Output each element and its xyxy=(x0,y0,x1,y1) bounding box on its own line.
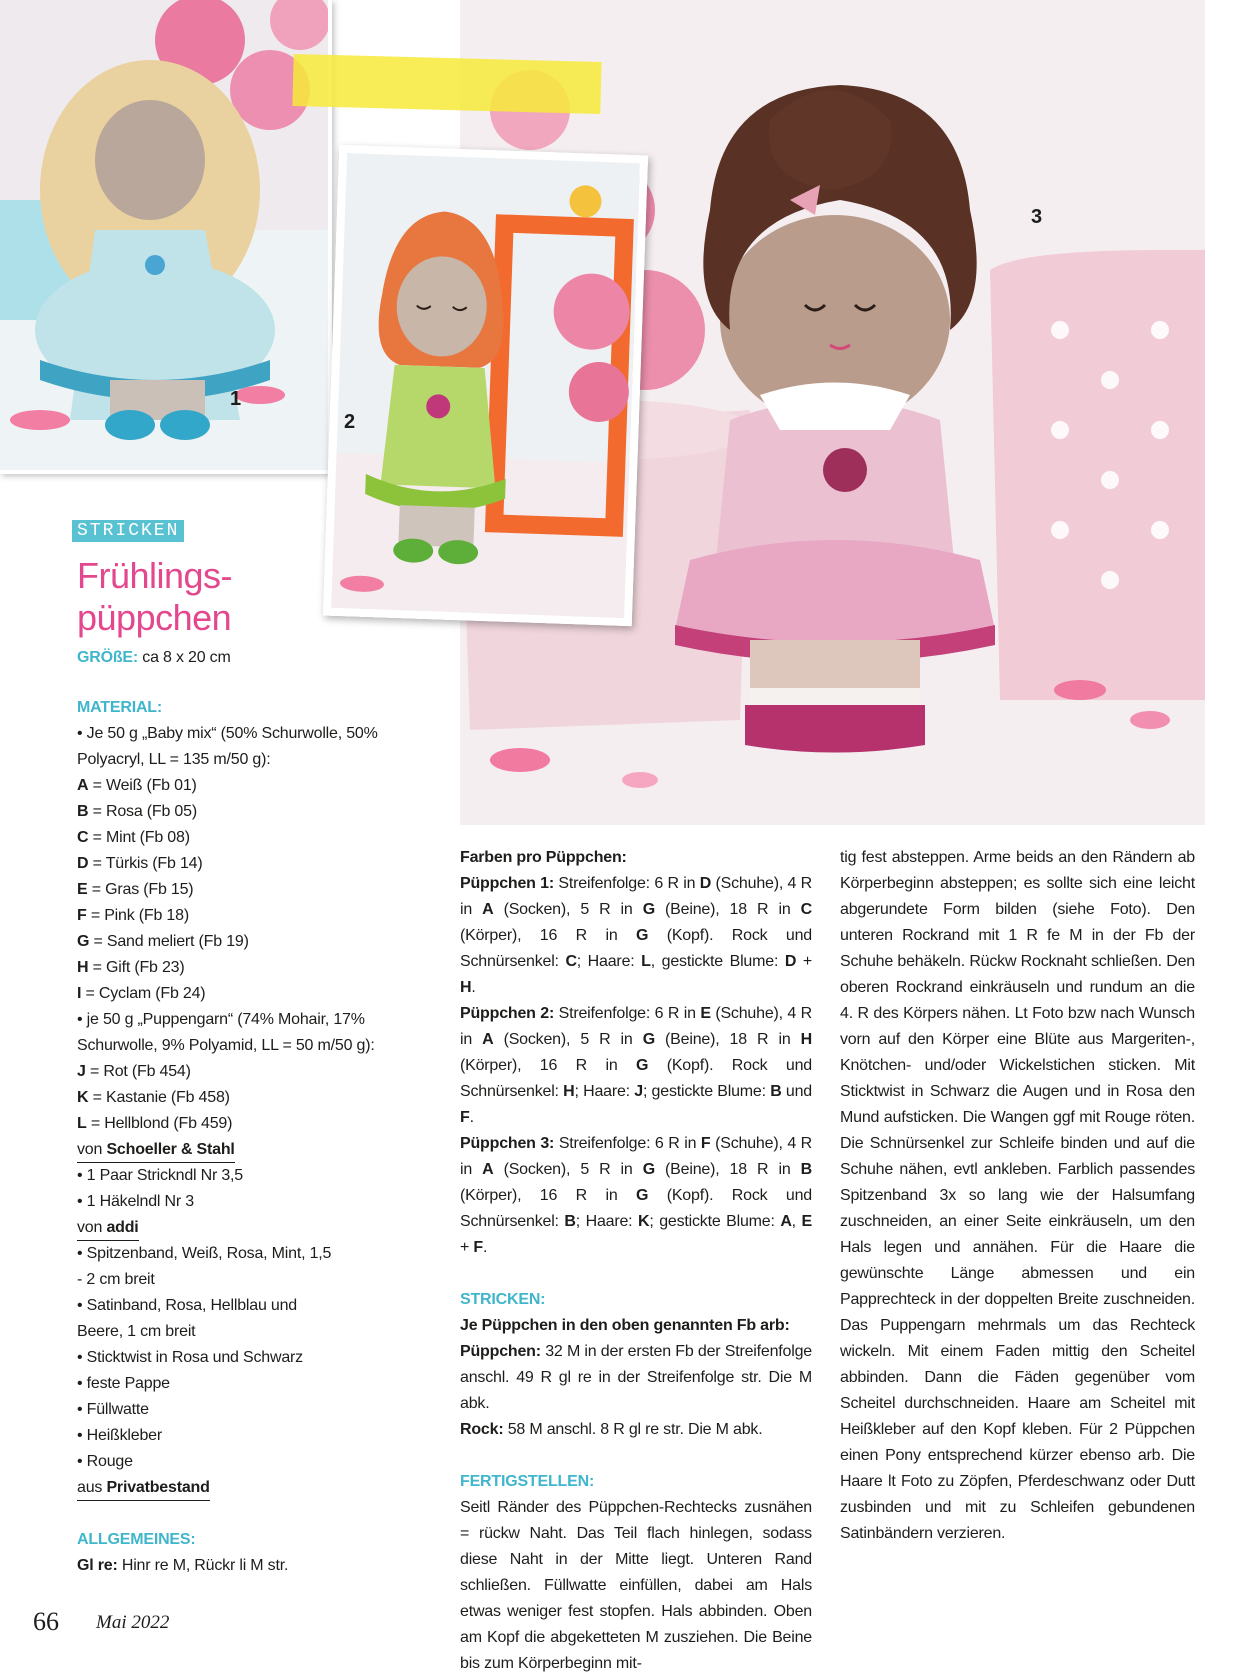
color-code: H xyxy=(800,1031,812,1048)
color-code: F xyxy=(77,907,87,924)
page-number: 66 xyxy=(33,1607,59,1636)
color-code: F xyxy=(700,1135,711,1152)
color-code: A xyxy=(482,1031,494,1048)
instructions-column xyxy=(460,845,812,1677)
color-name: = Weiß (Fb 01) xyxy=(88,777,197,794)
color-text: ; Haare: xyxy=(576,953,642,970)
color-text: (Socken), 5 R in xyxy=(493,901,643,918)
needle-item: • 1 Häkelndl Nr 3 xyxy=(77,1193,194,1210)
photo-3-number: 3 xyxy=(1031,206,1043,228)
finishing-text-a: Seitl Ränder des Püppchen-Rechtecks zusnähen = rückw Naht. Das Teil flach hinlegen, sodass diese Naht in der Mitte liegt. Unteren Rand schließen. Füllwatte einfüllen, dabei am Hals etwas weniger fest stopfen. Hals abbinden. Oben am Kopf die abgeketteten M zusziehen. Die Beine bis zum Körperbeginn mit- xyxy=(460,1499,812,1672)
color-name: = Cyclam (Fb 24) xyxy=(81,985,206,1002)
color-item xyxy=(77,1111,427,1137)
color-code: G xyxy=(642,901,655,918)
color-code: K xyxy=(638,1213,650,1230)
color-code: B xyxy=(564,1213,576,1230)
color-item xyxy=(77,773,427,799)
color-item xyxy=(77,825,427,851)
color-code: A xyxy=(482,1161,494,1178)
color-name: = Gift (Fb 23) xyxy=(88,959,185,976)
page-title xyxy=(77,555,232,639)
yarn-2: • je 50 g „Puppengarn“ (74% Mohair, 17% Schurwolle, 9% Polyamid, LL = 50 m/50 g): xyxy=(77,1011,375,1054)
color-code: F xyxy=(473,1239,483,1256)
color-code: C xyxy=(800,901,812,918)
color-text: (Socken), 5 R in xyxy=(493,1031,643,1048)
color-name: = Hellblond (Fb 459) xyxy=(86,1115,233,1132)
knitting-doll-label: Püppchen: xyxy=(460,1343,541,1360)
general-text xyxy=(77,1553,427,1579)
photo-doll-1-illustration xyxy=(0,0,328,470)
color-code: J xyxy=(634,1083,643,1100)
supplier-2-prefix: von xyxy=(77,1219,107,1236)
color-text: , gestickte Blume: xyxy=(650,953,785,970)
photo-doll-2 xyxy=(323,145,648,626)
needle-item: • 1 Paar Strickndl Nr 3,5 xyxy=(77,1167,244,1184)
supplier-1-brand: Schoeller & Stahl xyxy=(106,1141,235,1158)
color-text: (Körper), 16 R in xyxy=(460,1057,636,1074)
color-text: (Kopf). Rock und Schnürsenkel: xyxy=(460,927,812,970)
color-text: . xyxy=(482,1239,488,1256)
photo-doll-1 xyxy=(0,0,332,474)
supplier-3-brand: Privatbestand xyxy=(106,1479,210,1496)
color-code: J xyxy=(77,1063,86,1080)
color-text: + xyxy=(796,953,813,970)
color-name: = Gras (Fb 15) xyxy=(87,881,194,898)
supplier-3-prefix: aus xyxy=(77,1479,107,1496)
color-item xyxy=(77,1085,427,1111)
finishing-text-b: tig fest absteppen. Arme beids an den Rändern ab Körperbeginn absteppen; es sollte sich eine leicht abgerundete Form bilden (siehe Foto). Den unteren Rockrand mit 1 R fe M in der Fb der Schuhe behäkeln. Rückw Rocknaht schließen. Den oberen Rockrand einkräuseln und rundum an die 4. R des Körpers nähen. Lt Foto bzw nach Wunsch vorn auf den Körper eine Blüte aus Margeriten-, Knötchen- und/oder Wickelstichen sticken. Mit Sticktwist in Schwarz die Augen und in Rosa den Mund aufsticken. Die Wangen ggf mit Rouge röten. Die Schnürsenkel zur Schleife binden und auf die Schuhe nähen, evtl ankleben. Farblich passendes Spitzenband 3x so lang wie der Halsumfang zuschneiden, an einer Seite einkräuseln, um den Hals legen und annähen. Für die Haare die gewünschte Länge abmessen und ein Papprechteck in der doppelten Breite zuschneiden. Das Puppengarn mehrmals um das Rechteck wickeln. Mit einem Faden mittig den Scheitel abbinden. Dann die Fäden gegenüber vom Scheitel durchschneiden. Haare am Scheitel mit Heißkleber auf den Kopf kleben. Für 2 Püppchen einen Pony entsprechend kürzer ebenso arb. Die Haare lt Foto zu Zöpfen, Pferdeschwanz oder Dutt zusbinden und mit zu Schleifen gebundenen Satinbändern verzieren. xyxy=(840,849,1195,1542)
materials-column xyxy=(77,645,427,1579)
colors-heading: Farben pro Püppchen: xyxy=(460,849,627,866)
color-text: (Beine), 18 R in xyxy=(654,901,801,918)
color-code: K xyxy=(77,1089,89,1106)
color-code: D xyxy=(699,875,712,892)
general-heading: ALLGEMEINES: xyxy=(77,1531,196,1548)
supplier-1-prefix: von xyxy=(77,1141,107,1158)
color-code: G xyxy=(635,1057,649,1074)
photo-1-number: 1 xyxy=(230,388,242,410)
supplier-2-brand: addi xyxy=(106,1219,139,1236)
color-code: D xyxy=(784,953,797,970)
knitting-doll xyxy=(460,1339,812,1417)
doll-3-colors xyxy=(460,1131,812,1261)
color-text: (Beine), 18 R in xyxy=(654,1161,801,1178)
color-item xyxy=(77,929,427,955)
color-text: . xyxy=(471,979,476,996)
color-text: . xyxy=(469,1109,474,1126)
color-text: und xyxy=(781,1083,813,1100)
material-item: • Satinband, Rosa, Hellblau und Beere, 1 cm breit xyxy=(77,1297,297,1340)
color-code: E xyxy=(700,1005,711,1022)
material-item: • Spitzenband, Weiß, Rosa, Mint, 1,5 - 2 cm breit xyxy=(77,1245,332,1288)
color-item xyxy=(77,981,427,1007)
material-item: • feste Pappe xyxy=(77,1375,170,1392)
color-code: H xyxy=(460,979,472,996)
color-text: (Schuhe), 4 R in xyxy=(460,1005,812,1048)
color-item xyxy=(77,955,427,981)
color-text: (Schuhe), 4 R in xyxy=(460,875,812,918)
color-text: ; Haare: xyxy=(574,1083,635,1100)
color-text: Streifenfolge: 6 R in xyxy=(554,1135,701,1152)
color-code: G xyxy=(642,1161,655,1178)
color-code: A xyxy=(77,777,89,794)
supplier-1 xyxy=(77,1139,235,1163)
color-text: (Kopf). Rock und Schnürsenkel: xyxy=(460,1057,812,1100)
knitting-skirt xyxy=(460,1417,812,1443)
supplier-3 xyxy=(77,1477,210,1501)
color-text: + xyxy=(460,1239,474,1256)
color-name: = Mint (Fb 08) xyxy=(88,829,190,846)
doll-label: Püppchen 3: xyxy=(460,1135,555,1152)
size-line xyxy=(77,645,427,671)
material-item: • Füllwatte xyxy=(77,1401,149,1418)
color-text: (Socken), 5 R in xyxy=(493,1161,643,1178)
doll-label: Püppchen 2: xyxy=(460,1005,555,1022)
color-list-2 xyxy=(77,1059,427,1137)
color-code: B xyxy=(77,803,89,820)
color-text: (Kopf). Rock und Schnürsenkel: xyxy=(460,1187,812,1230)
color-text: (Schuhe), 4 R in xyxy=(460,1135,812,1178)
color-code: E xyxy=(801,1213,812,1230)
color-name: = Rot (Fb 454) xyxy=(85,1063,191,1080)
color-code: D xyxy=(77,855,89,872)
color-item xyxy=(77,903,427,929)
color-code: G xyxy=(635,1187,649,1204)
color-code: H xyxy=(77,959,89,976)
decorative-tape xyxy=(292,54,601,114)
category-tag: STRICKEN xyxy=(72,520,184,542)
color-code: A xyxy=(780,1213,792,1230)
color-item xyxy=(77,877,427,903)
color-name: = Rosa (Fb 05) xyxy=(88,803,197,820)
size-label: GRÖßE: xyxy=(77,649,139,666)
photo-2-number: 2 xyxy=(344,411,356,433)
material-heading: MATERIAL: xyxy=(77,699,162,716)
color-code: G xyxy=(635,927,649,944)
color-text: Streifenfolge: 6 R in xyxy=(554,1005,701,1022)
doll-1-colors xyxy=(460,871,812,1001)
color-code: L xyxy=(641,953,651,970)
color-code: C xyxy=(77,829,89,846)
color-code: H xyxy=(563,1083,575,1100)
color-text: ; Haare: xyxy=(575,1213,638,1230)
color-code: I xyxy=(77,985,82,1002)
supplier-2 xyxy=(77,1217,139,1241)
color-name: = Sand meliert (Fb 19) xyxy=(89,933,249,950)
color-code: F xyxy=(460,1109,470,1126)
color-name: = Türkis (Fb 14) xyxy=(88,855,203,872)
knitting-skirt-text: 58 M anschl. 8 R gl re str. Die M abk. xyxy=(503,1421,763,1438)
knitting-skirt-label: Rock: xyxy=(460,1421,504,1438)
color-item xyxy=(77,851,427,877)
color-text: (Beine), 18 R in xyxy=(654,1031,801,1048)
issue-date: Mai 2022 xyxy=(96,1612,170,1633)
color-name: = Pink (Fb 18) xyxy=(86,907,189,924)
material-item: • Heißkleber xyxy=(77,1427,163,1444)
color-code: C xyxy=(565,953,577,970)
knitting-doll-text: 32 M in der ersten Fb der Streifenfolge anschl. 49 R gl re in der Streifenfolge str. Die M abk. xyxy=(460,1343,812,1412)
other-materials-list xyxy=(77,1241,427,1475)
color-text: Streifenfolge: 6 R in xyxy=(554,875,700,892)
knitting-intro: Je Püppchen in den oben genannten Fb arb: xyxy=(460,1317,790,1334)
color-code: E xyxy=(77,881,88,898)
yarn-1: • Je 50 g „Baby mix“ (50% Schurwolle, 50% Polyacryl, LL = 135 m/50 g): xyxy=(77,725,378,768)
photo-doll-2-illustration xyxy=(331,153,640,618)
material-item: • Rouge xyxy=(77,1453,133,1470)
color-code: A xyxy=(482,901,494,918)
title-line-1: Frühlings- xyxy=(77,555,233,596)
color-name: = Kastanie (Fb 458) xyxy=(88,1089,230,1106)
color-text: (Körper), 16 R in xyxy=(460,927,636,944)
material-item: • Sticktwist in Rosa und Schwarz xyxy=(77,1349,303,1366)
color-code: G xyxy=(77,933,90,950)
knitting-heading: STRICKEN: xyxy=(460,1291,546,1308)
doll-2-colors xyxy=(460,1001,812,1131)
color-list-1 xyxy=(77,773,427,1007)
title-line-2: püppchen xyxy=(77,597,232,638)
color-text: ; gestickte Blume: xyxy=(642,1083,771,1100)
color-text: (Körper), 16 R in xyxy=(460,1187,636,1204)
color-code: G xyxy=(642,1031,655,1048)
color-code: B xyxy=(770,1083,782,1100)
color-text: , xyxy=(791,1213,802,1230)
needle-list xyxy=(77,1163,427,1215)
general-label: Gl re: xyxy=(77,1557,118,1574)
color-item xyxy=(77,799,427,825)
color-item xyxy=(77,1059,427,1085)
doll-label: Püppchen 1: xyxy=(460,875,554,892)
color-code: B xyxy=(800,1161,812,1178)
color-text: ; gestickte Blume: xyxy=(649,1213,781,1230)
finishing-heading: FERTIGSTELLEN: xyxy=(460,1473,595,1490)
size-value: ca 8 x 20 cm xyxy=(142,649,231,666)
general-value: Hinr re M, Rückr li M str. xyxy=(117,1557,289,1574)
color-code: L xyxy=(77,1115,87,1132)
finishing-column xyxy=(840,845,1195,1547)
